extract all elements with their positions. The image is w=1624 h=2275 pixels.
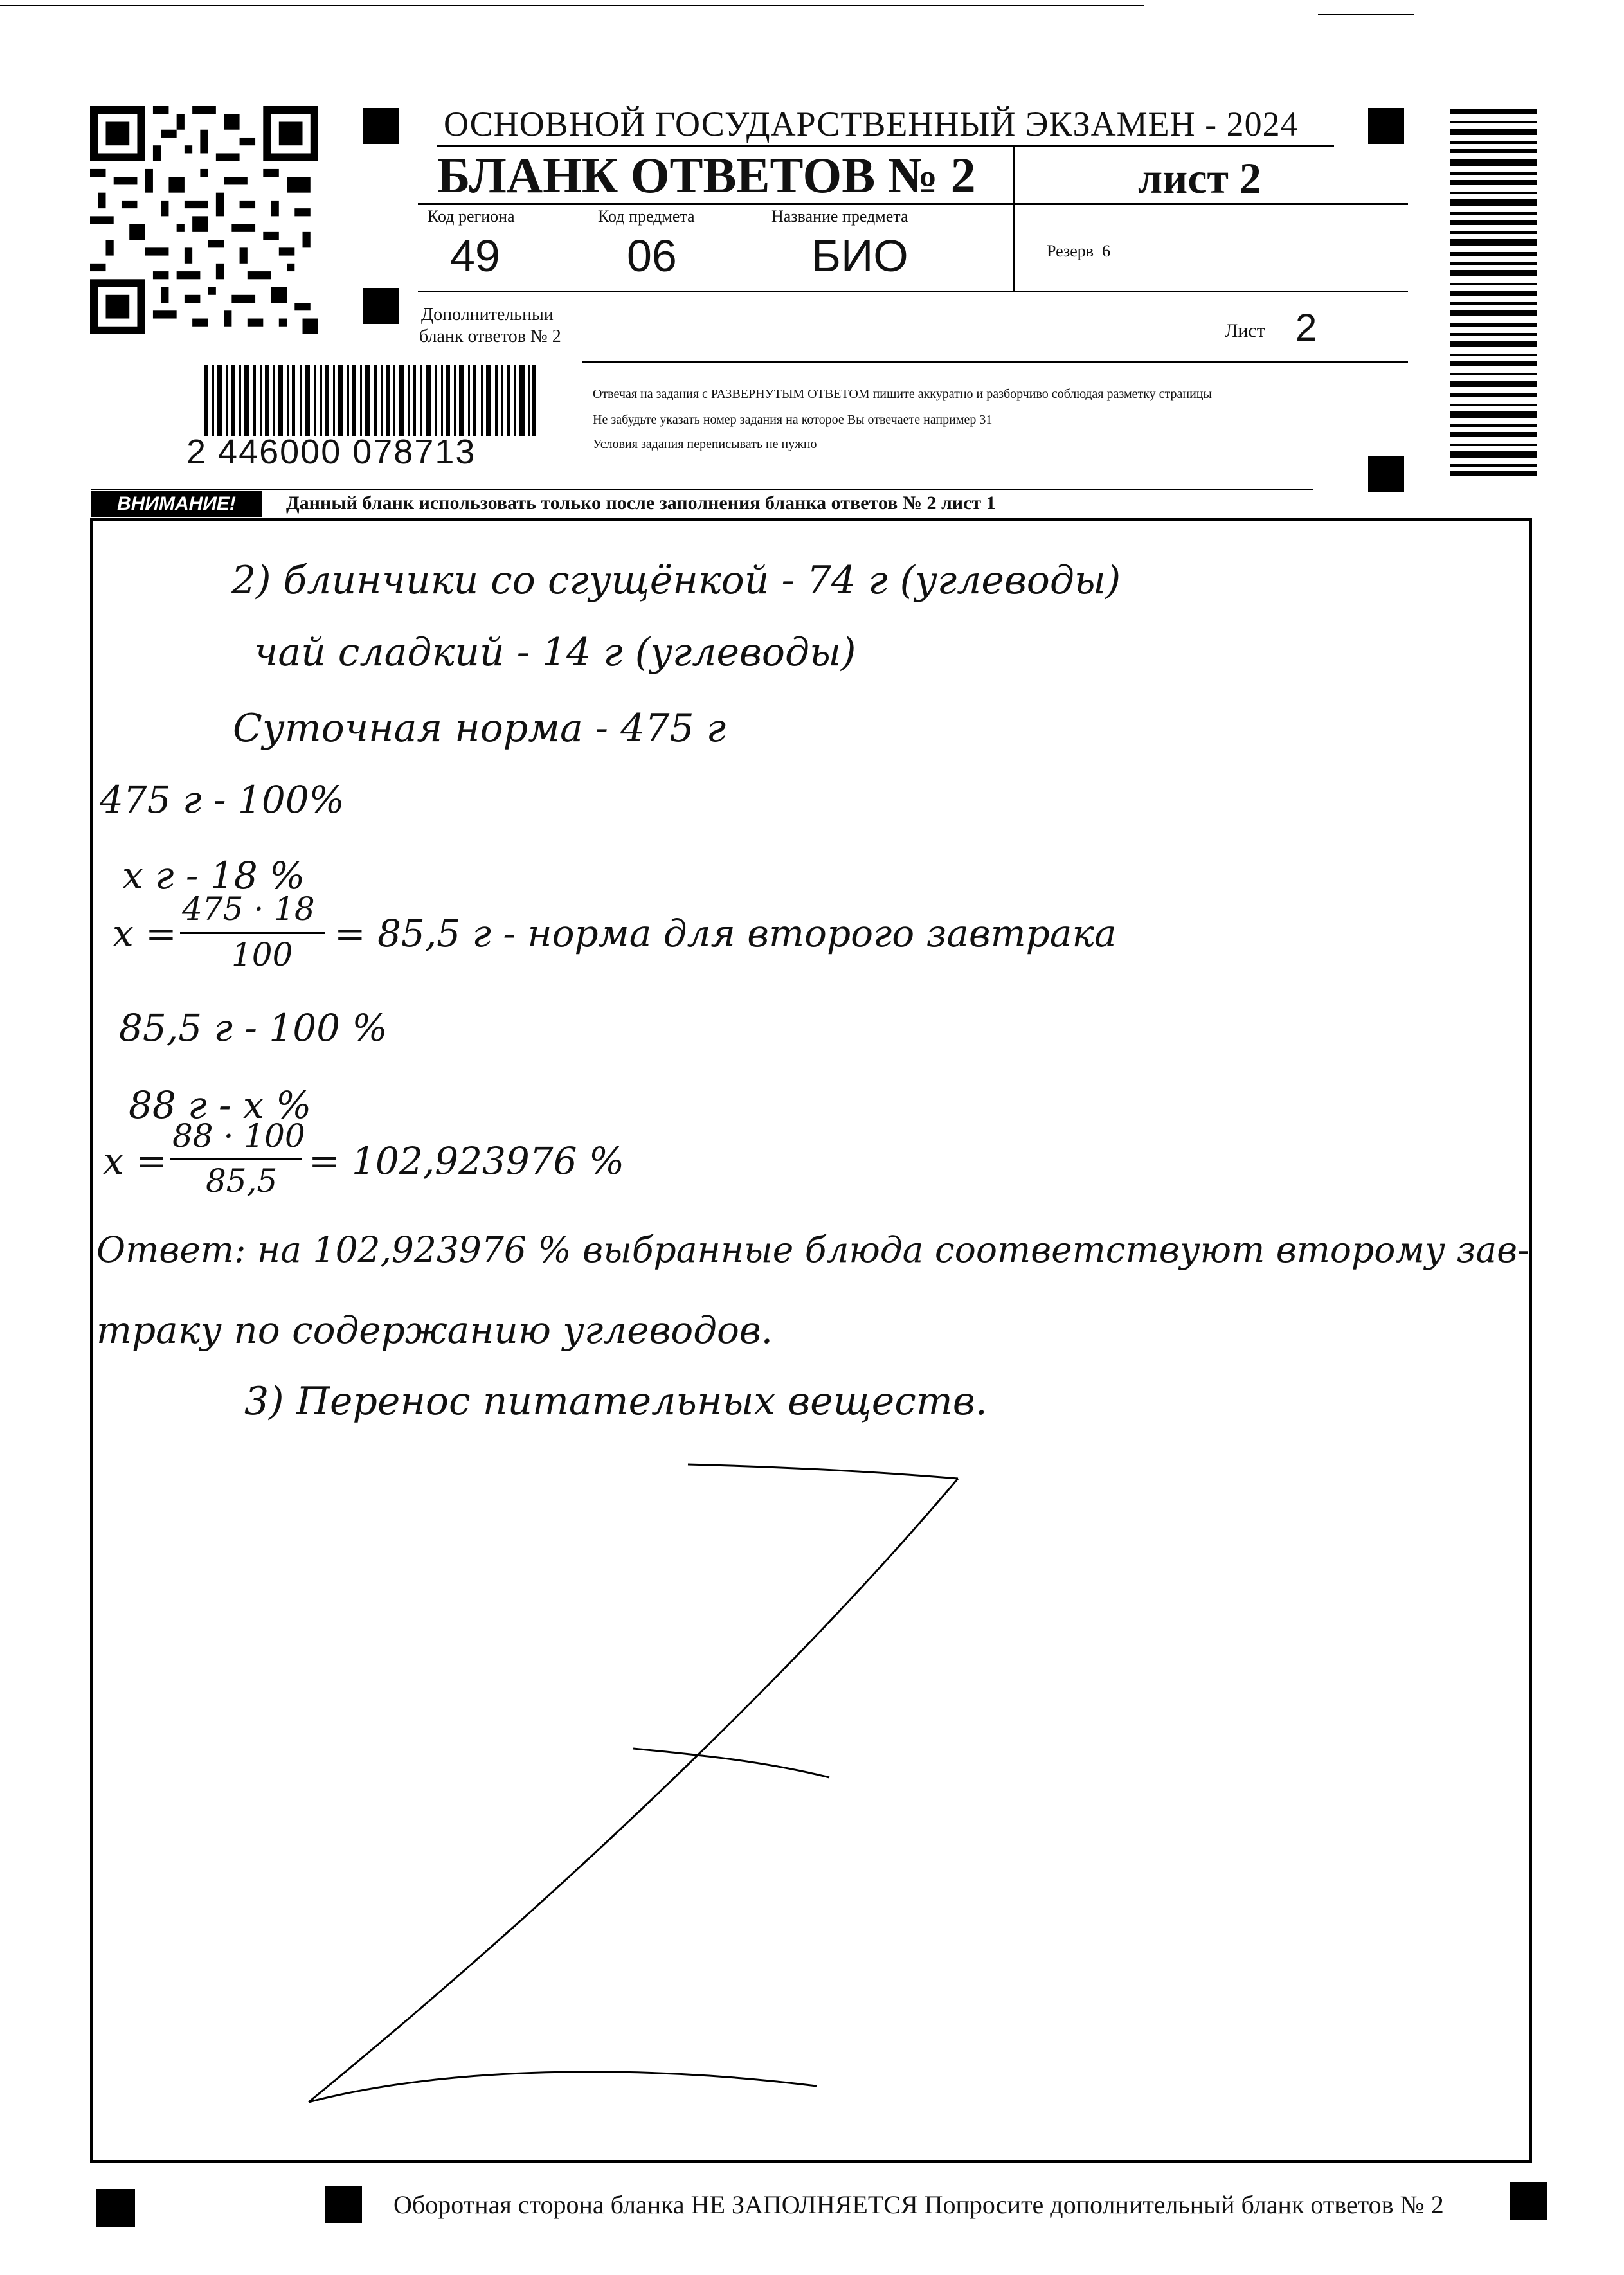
attention-top-line (91, 489, 1313, 490)
answer-line: траку по содержанию углеводов. (96, 1308, 773, 1352)
fraction-2-lhs: х = (103, 1139, 167, 1183)
fraction-1-denominator: 100 (231, 936, 293, 973)
sheet-title: лист 2 (1138, 154, 1261, 202)
answer-line: = 85,5 г - норма для второго завтрака (334, 912, 1117, 955)
additional-form-label-line2: бланк ответов № 2 (419, 327, 561, 346)
registration-marker (325, 2186, 362, 2223)
fraction-2-denominator: 85,5 (206, 1162, 278, 1200)
footer-text: Оборотная сторона бланка НЕ ЗАПОЛНЯЕТСЯ Попросите дополнительный бланк ответов № 2 (393, 2190, 1444, 2219)
instruction-2: Не забудьте указать номер задания на которое Вы отвечаете например 31 (593, 413, 993, 427)
header-vertical-divider (1013, 147, 1015, 291)
sheet-label: Лист (1225, 320, 1265, 341)
subject-code-label: Код предмета (598, 207, 695, 226)
additional-form-label-line1: Дополнительныи (421, 305, 554, 325)
region-code-label: Код региона (428, 207, 515, 226)
subject-code-value: 06 (627, 231, 677, 281)
top-edge-line-right (1318, 14, 1414, 15)
registration-marker (1510, 2182, 1547, 2220)
sheet-value: 2 (1295, 306, 1317, 349)
registration-marker (96, 2189, 135, 2227)
answer-line: 2) блинчики со сгущёнкой - 74 г (углеводы) (231, 558, 1121, 603)
instruction-3: Условия задания переписывать не нужно (593, 437, 817, 451)
attention-badge: ВНИМАНИЕ! (91, 491, 262, 517)
fraction-1-bar (180, 932, 325, 934)
answer-line: х г - 18 % (122, 854, 305, 897)
answer-line: Ответ: на 102,923976 % выбранные блюда соответствуют второму зав- (96, 1229, 1529, 1270)
reserve-label (1047, 242, 1110, 261)
answer-line: 475 г - 100% (100, 778, 345, 822)
registration-marker (1368, 108, 1404, 144)
registration-marker (363, 288, 399, 324)
barcode-number: 2 446000 078713 (186, 433, 476, 471)
exam-title: ОСНОВНОЙ ГОСУДАРСТВЕННЫЙ ЭКЗАМЕН - 2024 (444, 105, 1299, 143)
reserve-label-text: Резерв (1047, 242, 1094, 260)
answer-line: Суточная норма - 475 г (233, 706, 726, 751)
fraction-2-numerator: 88 · 100 (172, 1117, 305, 1155)
instruction-1: Отвечая на задания с РАЗВЕРНУТЫМ ОТВЕТОМ пишите аккуратно и разборчиво соблюдая разметку страницы (593, 387, 1212, 401)
header-divider-3 (582, 361, 1408, 363)
fraction-2-bar (170, 1158, 302, 1160)
fraction-1-numerator: 475 · 18 (182, 890, 315, 928)
side-stripe-code (1450, 109, 1537, 476)
reserve-value: 6 (1102, 242, 1111, 260)
header-divider-2 (418, 291, 1408, 292)
fraction-1-lhs: х = (113, 912, 177, 955)
registration-marker (363, 108, 399, 144)
top-edge-line (0, 5, 1144, 6)
barcode (204, 365, 536, 436)
answer-line: 88 г - х % (129, 1083, 312, 1127)
z-strikeout-mark (302, 1453, 1093, 2121)
form-title: БЛАНК ОТВЕТОВ № 2 (437, 147, 976, 203)
answer-line: 3) Перенос питательных веществ. (244, 1379, 988, 1424)
attention-text: Данный бланк использовать только после заполнения бланка ответов № 2 лист 1 (286, 492, 996, 514)
header-divider (418, 203, 1408, 205)
qr-code (90, 106, 318, 334)
region-code-value: 49 (450, 231, 500, 281)
answer-line: чай сладкий - 14 г (углеводы) (254, 630, 856, 675)
subject-name-value: БИО (811, 231, 908, 281)
subject-name-label: Название предмета (771, 207, 908, 226)
answer-line: 85,5 г - 100 % (119, 1006, 388, 1050)
answer-line: = 102,923976 % (309, 1139, 625, 1183)
registration-marker (1368, 456, 1404, 492)
